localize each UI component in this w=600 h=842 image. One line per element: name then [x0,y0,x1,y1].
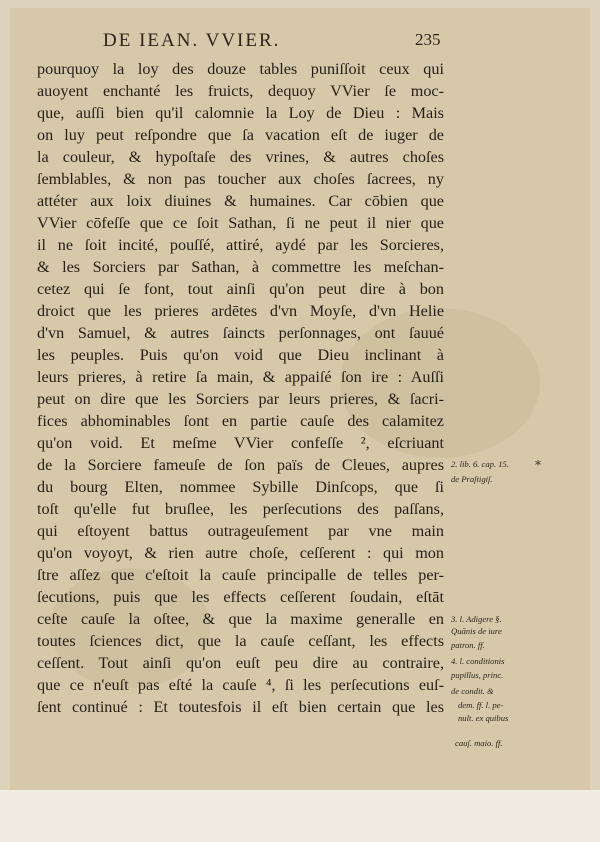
text-line: ceſte cauſe la oſtee, & que la maxime generalle en [37,610,444,628]
text-line: ſtre aſſez que c'eſtoit la cauſe principalle de telles per- [37,566,444,584]
margin-note: patron. ff. [451,640,485,650]
text-line: ſent continué : Et toutesfois il eſt bien certain que les [37,698,444,716]
running-head: DE IEAN. VVIER. [103,30,281,51]
text-line: droict que les prieres ardētes d'vn Moyſe, d'vn Helie [37,302,444,320]
text-line: fices abhominables ſont en partie cauſe des calamitez [37,412,444,430]
text-line: cetez qui ſe font, tout ainſi qu'on peut dire à bon [37,280,444,298]
margin-note: 2. lib. 6. cap. 15. [451,459,510,469]
page-header [0,30,600,52]
text-line: la couleur, & hypoſtaſe des vrines, & autres choſes [37,148,444,166]
text-line: leurs prieres, à retire ſa main, & appaiſé ſon ire : Auſſi [37,368,444,386]
text-line: que, auſſi bien qu'il calomnie la Loy de Dieu : Mais [37,104,444,122]
margin-note: nult. ex quibus [458,713,509,723]
text-line: ſecutions, puis que les effects ceſſerent ſoudain, eſtāt [37,588,444,606]
text-line: attéter aux loix diuines & humaines. Car cōbien que [37,192,444,210]
text-line: peut on dire que les Sorciers par leurs prieres, & ſacri- [37,390,444,408]
page-bottom-edge [0,790,600,842]
text-line: les peuples. Puis qu'on void que Dieu inclinant à [37,346,444,364]
text-line: il ne ſoit incité, pouſſé, attiré, aydé par les Sorcieres, [37,236,444,254]
text-line: qu'on void. Et meſme VVier confeſſe ², eſcriuant [37,434,444,452]
text-line: & les Sorciers par Sathan, à commettre les meſchan- [37,258,444,276]
text-line: auoyent enchanté les fruicts, dequoy VVier ſe moc- [37,82,444,100]
note-asterisk: * [535,458,541,472]
margin-note: 4. l. conditionis [451,656,505,666]
margin-note: de condit. & [451,686,494,696]
text-line: ceſſent. Tout ainſi qu'on euſt peu dire au contraire, [37,654,444,672]
margin-note: pupillus, princ. [451,670,504,680]
text-line: ſemblables, & non pas toucher aux choſes ſacrees, ny [37,170,444,188]
text-line: on luy peut reſpondre que ſa vacation eſt de iuger de [37,126,444,144]
text-line: pourquoy la loy des douze tables puniſſoit ceux qui [37,60,444,78]
text-line: du bourg Elten, nommee Sybille Dinſcops, que ſi [37,478,444,496]
text-line: que ce n'euſt pas eſté la cauſe ⁴, ſi les perſecutions euſ- [37,676,444,694]
margin-note: cauſ. maio. ff. [455,738,503,748]
text-line: qui eſtoyent battus outrageuſement par vne main [37,522,444,540]
page-number: 235 [415,30,441,49]
text-line: d'vn Samuel, & autres ſaincts perſonnages, ont ſauué [37,324,444,342]
margin-note: dem. ff. l. pe- [458,700,504,710]
text-line: toſt qu'elle fut bruſlee, les perſecutions des paſſans, [37,500,444,518]
margin-note: 3. l. Adigere §. [451,614,502,624]
text-line: VVier cōfeſſe que ce ſoit Sathan, ſi ne peut il nier que [37,214,444,232]
margin-note: Quānis de iure [451,626,502,636]
text-line: toutes ſciences dict, que la cauſe ceſſant, les effects [37,632,444,650]
text-line: qu'on voyoyt, & rien autre choſe, ceſſerent : qui mon [37,544,444,562]
margin-note: de Praſtigiſ. [451,474,493,484]
text-line: de la Sorciere fameuſe de ſon païs de Cleues, aupres [37,456,444,474]
